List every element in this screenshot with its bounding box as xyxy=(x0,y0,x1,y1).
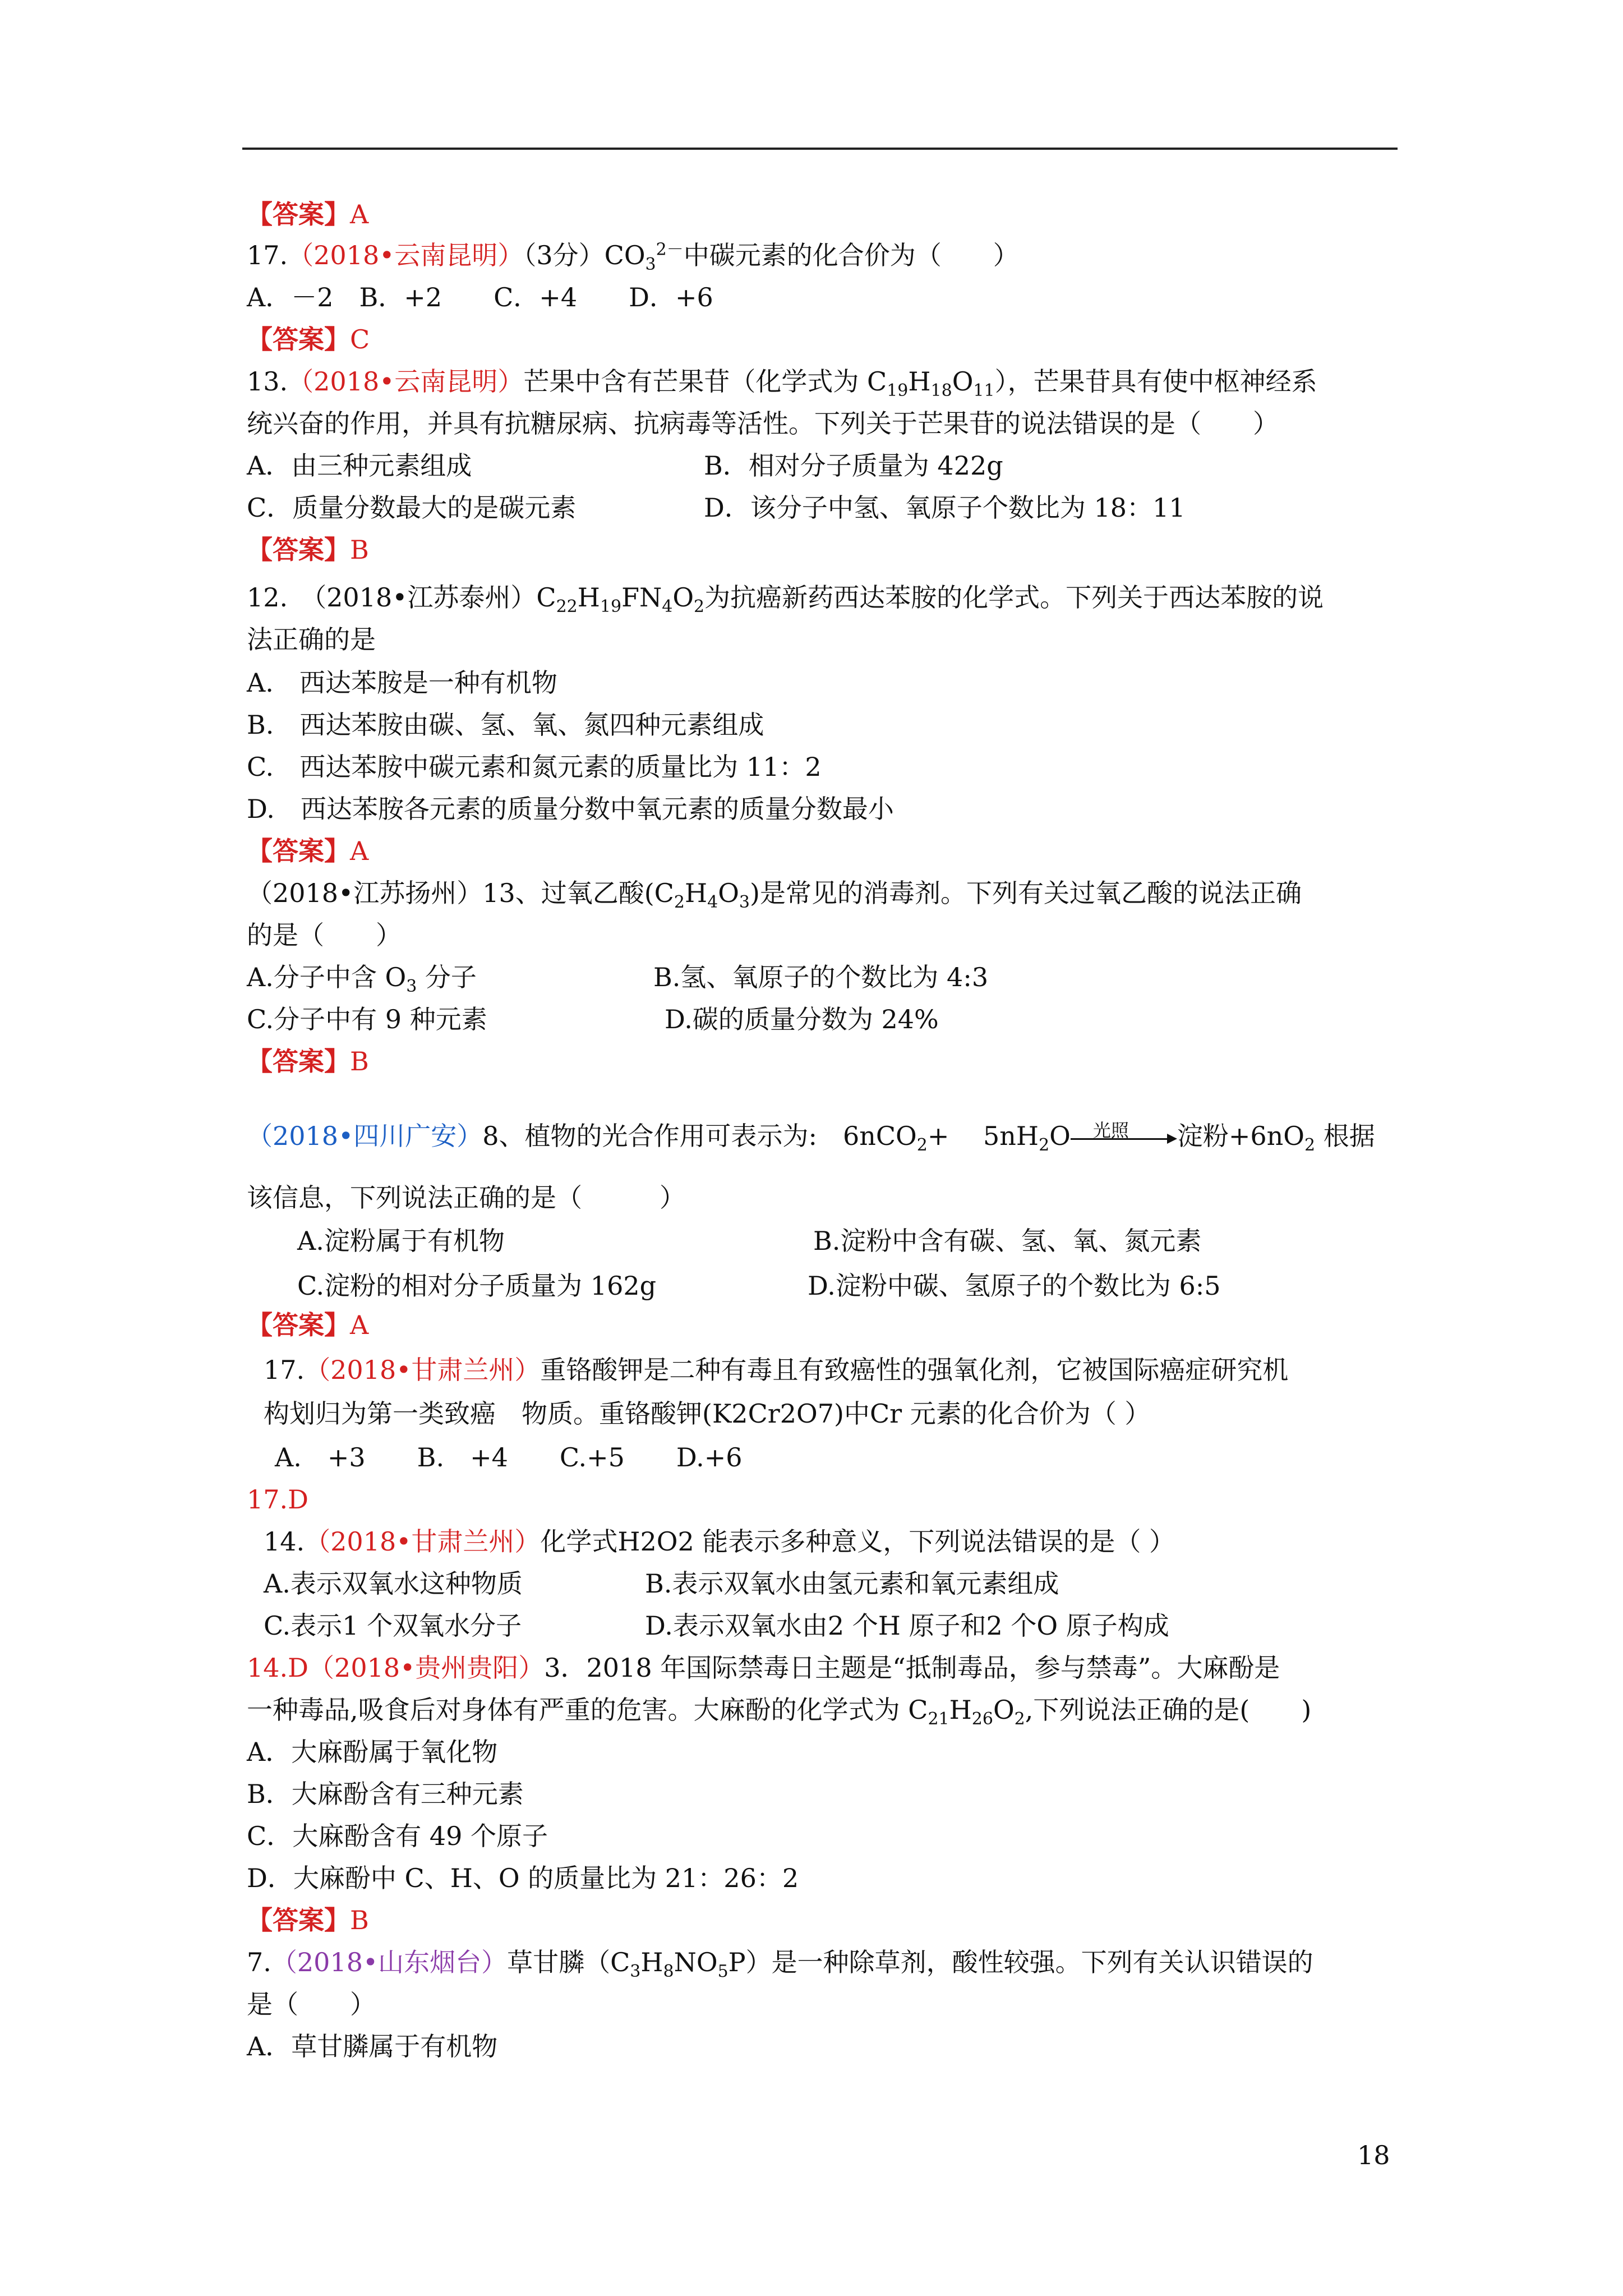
option-b: B．大麻酚含有三种元素 xyxy=(247,1779,524,1809)
answer-line: 【答案】C xyxy=(247,324,370,355)
question-3: 14.D（2018•贵州贵阳）3．2018 年国际禁毒日主题是“抵制毒品，参与禁毒”。大麻酚是 xyxy=(247,1653,1280,1683)
option-d: D.表示双氧水由2 个H 原子和2 个O 原子构成 xyxy=(645,1611,1169,1641)
question-13b-line2: 的是（ ） xyxy=(247,920,402,950)
option-d: D．该分子中氢、氧原子个数比为 18：11 xyxy=(704,493,1186,523)
option-b: B.氢、氧原子的个数比为 4:3 xyxy=(653,962,989,992)
question-source: （2018•贵州贵阳） xyxy=(308,1653,545,1683)
option-a: A．由三种元素组成 xyxy=(247,450,472,481)
option-b: B．相对分子质量为 422g xyxy=(704,450,1003,481)
answer-line: 【答案】B xyxy=(247,535,369,565)
option-d: D.淀粉中碳、氢原子的个数比为 6:5 xyxy=(808,1271,1221,1301)
option-c: C.表示1 个双氧水分子 xyxy=(264,1611,522,1641)
option-b: B.表示双氧水由氢元素和氧元素组成 xyxy=(645,1568,1059,1599)
option-d: D．大麻酚中 C、H、O 的质量比为 21：26：2 xyxy=(247,1863,799,1893)
option-a: A.分子中含 $O_3$ 分子 xyxy=(247,962,477,997)
answer-line: 【答案】A xyxy=(247,836,369,866)
question-17b-line2: 构划归为第一类致癌 物质。重铬酸钾(K2Cr2O7)中Cr 元素的化合价为（ ） xyxy=(264,1398,1151,1429)
page-number: 18 xyxy=(1357,2140,1390,2170)
question-12-line2: 法正确的是 xyxy=(247,624,376,655)
question-7-line2: 是（ ） xyxy=(247,1989,376,2019)
option-c: C．大麻酚含有 49 个原子 xyxy=(247,1821,548,1851)
answer-line: 【答案】A xyxy=(247,1310,369,1340)
answer-line: 【答案】A xyxy=(247,199,369,229)
question-3-line2: 一种毒品,吸食后对身体有严重的危害。大麻酚的化学式为 $C_{21}H_{26}O_2$,下列说法正确的是( ) xyxy=(247,1695,1312,1729)
answer-line: 【答案】B xyxy=(247,1905,369,1935)
answer-line: 【答案】B xyxy=(247,1046,369,1076)
question-source: （2018•云南昆明） xyxy=(288,366,524,397)
option-a: A. 西达苯胺是一种有机物 xyxy=(247,668,557,698)
question-8-line2: 该信息，下列说法正确的是（ ） xyxy=(247,1182,685,1213)
question-source: （2018•甘肃兰州） xyxy=(305,1355,541,1385)
answer-line: 17.D xyxy=(247,1484,309,1515)
question-7: 7.（2018•山东烟台）草甘膦$(C_3H_8NO_5P)$是一种除草剂，酸性较强。下列有关认识错误的 xyxy=(247,1947,1313,1982)
question-source: （2018•四川广安） xyxy=(247,1121,483,1151)
question-17-options: A．－2 B．+2 C．+4 D．+6 xyxy=(247,282,713,312)
reaction-arrow: 光照 xyxy=(1071,1119,1177,1153)
header-rule xyxy=(242,148,1398,150)
option-d: D.碳的质量分数为 24% xyxy=(665,1004,939,1034)
question-17b: 17.（2018•甘肃兰州）重铬酸钾是二种有毒且有致癌性的强氧化剂，它被国际癌症研究机 xyxy=(264,1355,1289,1385)
option-c: C. 西达苯胺中碳元素和氮元素的质量比为 11：2 xyxy=(247,752,822,782)
question-source: （2018•甘肃兰州） xyxy=(305,1526,541,1557)
option-a: A.表示双氧水这种物质 xyxy=(264,1568,523,1599)
option-a: A.淀粉属于有机物 xyxy=(297,1226,505,1256)
question-12: 12. （2018•江苏泰州）$C_{22}H_{19}FN_4O_2$为抗癌新药西达苯胺的化学式。下列关于西达苯胺的说 xyxy=(247,582,1324,617)
option-c: C．质量分数最大的是碳元素 xyxy=(247,493,577,523)
question-13b: （2018•江苏扬州）13、过氧乙酸$(C_2H_4O_3)$是常见的消毒剂。下列有关过氧乙酸的说法正确 xyxy=(247,878,1302,913)
question-17b-options: A. +3 B. +4 C.+5 D.+6 xyxy=(275,1442,743,1473)
option-b: B.淀粉中含有碳、氢、氧、氮元素 xyxy=(813,1226,1202,1256)
question-14: 14.（2018•甘肃兰州）化学式H2O2 能表示多种意义，下列说法错误的是（ ） xyxy=(264,1526,1175,1557)
option-b: B. 西达苯胺由碳、氢、氧、氮四种元素组成 xyxy=(247,710,764,740)
question-8: （2018•四川广安）8、植物的光合作用可表示为: 6nCO$_2$+ $5nH_2O$ 光照 淀粉$+6nO_2$ 根据 xyxy=(247,1120,1375,1156)
question-source: （2018•山东烟台） xyxy=(271,1947,508,1977)
question-13: 13.（2018•云南昆明）芒果中含有芒果苷（化学式为 $C_{19}H_{18}O_{11}$），芒果苷具有使中枢神经系 xyxy=(247,366,1317,401)
question-17: 17.（2018•云南昆明）（3分）$CO_3^{2-}$中碳元素的化合价为（ ） xyxy=(247,240,1019,275)
option-c: C.淀粉的相对分子质量为 162g xyxy=(297,1271,657,1301)
option-a: A．草甘膦属于有机物 xyxy=(247,2031,498,2062)
question-source: （2018•云南昆明） xyxy=(288,240,524,270)
option-d: D. 西达苯胺各元素的质量分数中氧元素的质量分数最小 xyxy=(247,794,894,824)
option-c: C.分子中有 9 种元素 xyxy=(247,1004,487,1034)
option-a: A．大麻酚属于氧化物 xyxy=(247,1737,498,1767)
question-13-line2: 统兴奋的作用，并具有抗糖尿病、抗病毒等活性。下列关于芒果苷的说法错误的是（ ） xyxy=(247,408,1279,439)
